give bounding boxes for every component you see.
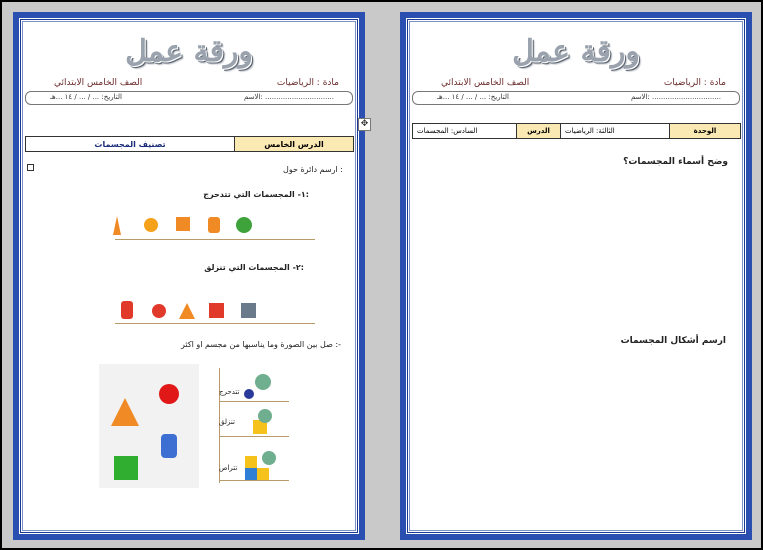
unit-value: الثالثة: الرياضيات — [561, 124, 670, 139]
ball-icon — [236, 217, 252, 233]
grade-label: الصف الخامس الابتدائي — [54, 78, 143, 88]
sphere-icon — [159, 384, 179, 404]
document-viewer — [2, 2, 761, 548]
cube-icon — [176, 217, 190, 231]
move-handle-icon[interactable]: ✥ — [358, 118, 371, 131]
match-label-stack: تتراص — [219, 464, 238, 472]
rubik-cube-icon — [241, 303, 256, 318]
unit-label: الوحدة — [670, 124, 741, 139]
cylinder-icon — [121, 301, 133, 319]
question-draw: ارسم أشكال المجسمات — [620, 336, 726, 346]
page-title: ورقة عمل — [512, 34, 640, 69]
sphere-icon — [152, 304, 166, 318]
page-title: ورقة عمل — [125, 34, 253, 69]
rolling-shapes-row — [111, 213, 261, 237]
sphere-icon — [144, 218, 158, 232]
date-field[interactable]: التاريخ: ... / ... / ١٤ ...هـ — [437, 93, 509, 101]
lesson-value: السادس: المجسمات — [413, 124, 517, 139]
date-field[interactable]: التاريخ: ... / ... / ١٤ ...هـ — [50, 93, 122, 101]
question-2: ٢- المجسمات التي تنزلق: — [204, 263, 304, 272]
shelf-line — [115, 239, 315, 240]
question-names: وضح أسماء المجسمات؟ — [623, 157, 728, 167]
cylinder-icon — [161, 434, 177, 458]
match-instruction: صل بين الصورة وما يناسبها من مجسم او اكثر :- — [181, 340, 341, 349]
lesson-label: الدرس — [517, 124, 561, 139]
checkbox[interactable] — [27, 164, 34, 171]
name-field[interactable]: الاسم: ............................... — [630, 93, 721, 101]
student-info-box — [25, 91, 353, 105]
unit-table — [412, 123, 741, 139]
instruction-text: ارسم دائرة حول : — [283, 165, 343, 174]
name-field[interactable]: الاسم: ............................... — [243, 93, 334, 101]
sliding-shapes-row — [119, 299, 269, 321]
match-label-roll: تتدحرج — [219, 388, 240, 396]
robot-images — [241, 370, 281, 482]
shapes-picture — [99, 364, 199, 488]
cylinder-icon — [208, 217, 220, 233]
cube-icon — [114, 456, 138, 480]
cube-icon — [209, 303, 224, 318]
left-page — [13, 12, 365, 540]
shelf-line — [115, 323, 315, 324]
lesson-table — [25, 136, 354, 152]
subject-label: مادة : الرياضيات — [663, 78, 726, 88]
lesson-label: الدرس الخامس — [235, 137, 354, 152]
right-page — [400, 12, 752, 540]
grade-label: الصف الخامس الابتدائي — [441, 78, 530, 88]
question-1: ١- المجسمات التي تتدحرج: — [203, 190, 309, 199]
match-label-slide: تنزلق — [219, 418, 235, 426]
lesson-title: تصنيف المجسمات — [26, 137, 235, 152]
cone-icon — [113, 216, 121, 235]
cone-icon — [179, 303, 195, 319]
subject-label: مادة : الرياضيات — [276, 78, 339, 88]
student-info-box — [412, 91, 740, 105]
